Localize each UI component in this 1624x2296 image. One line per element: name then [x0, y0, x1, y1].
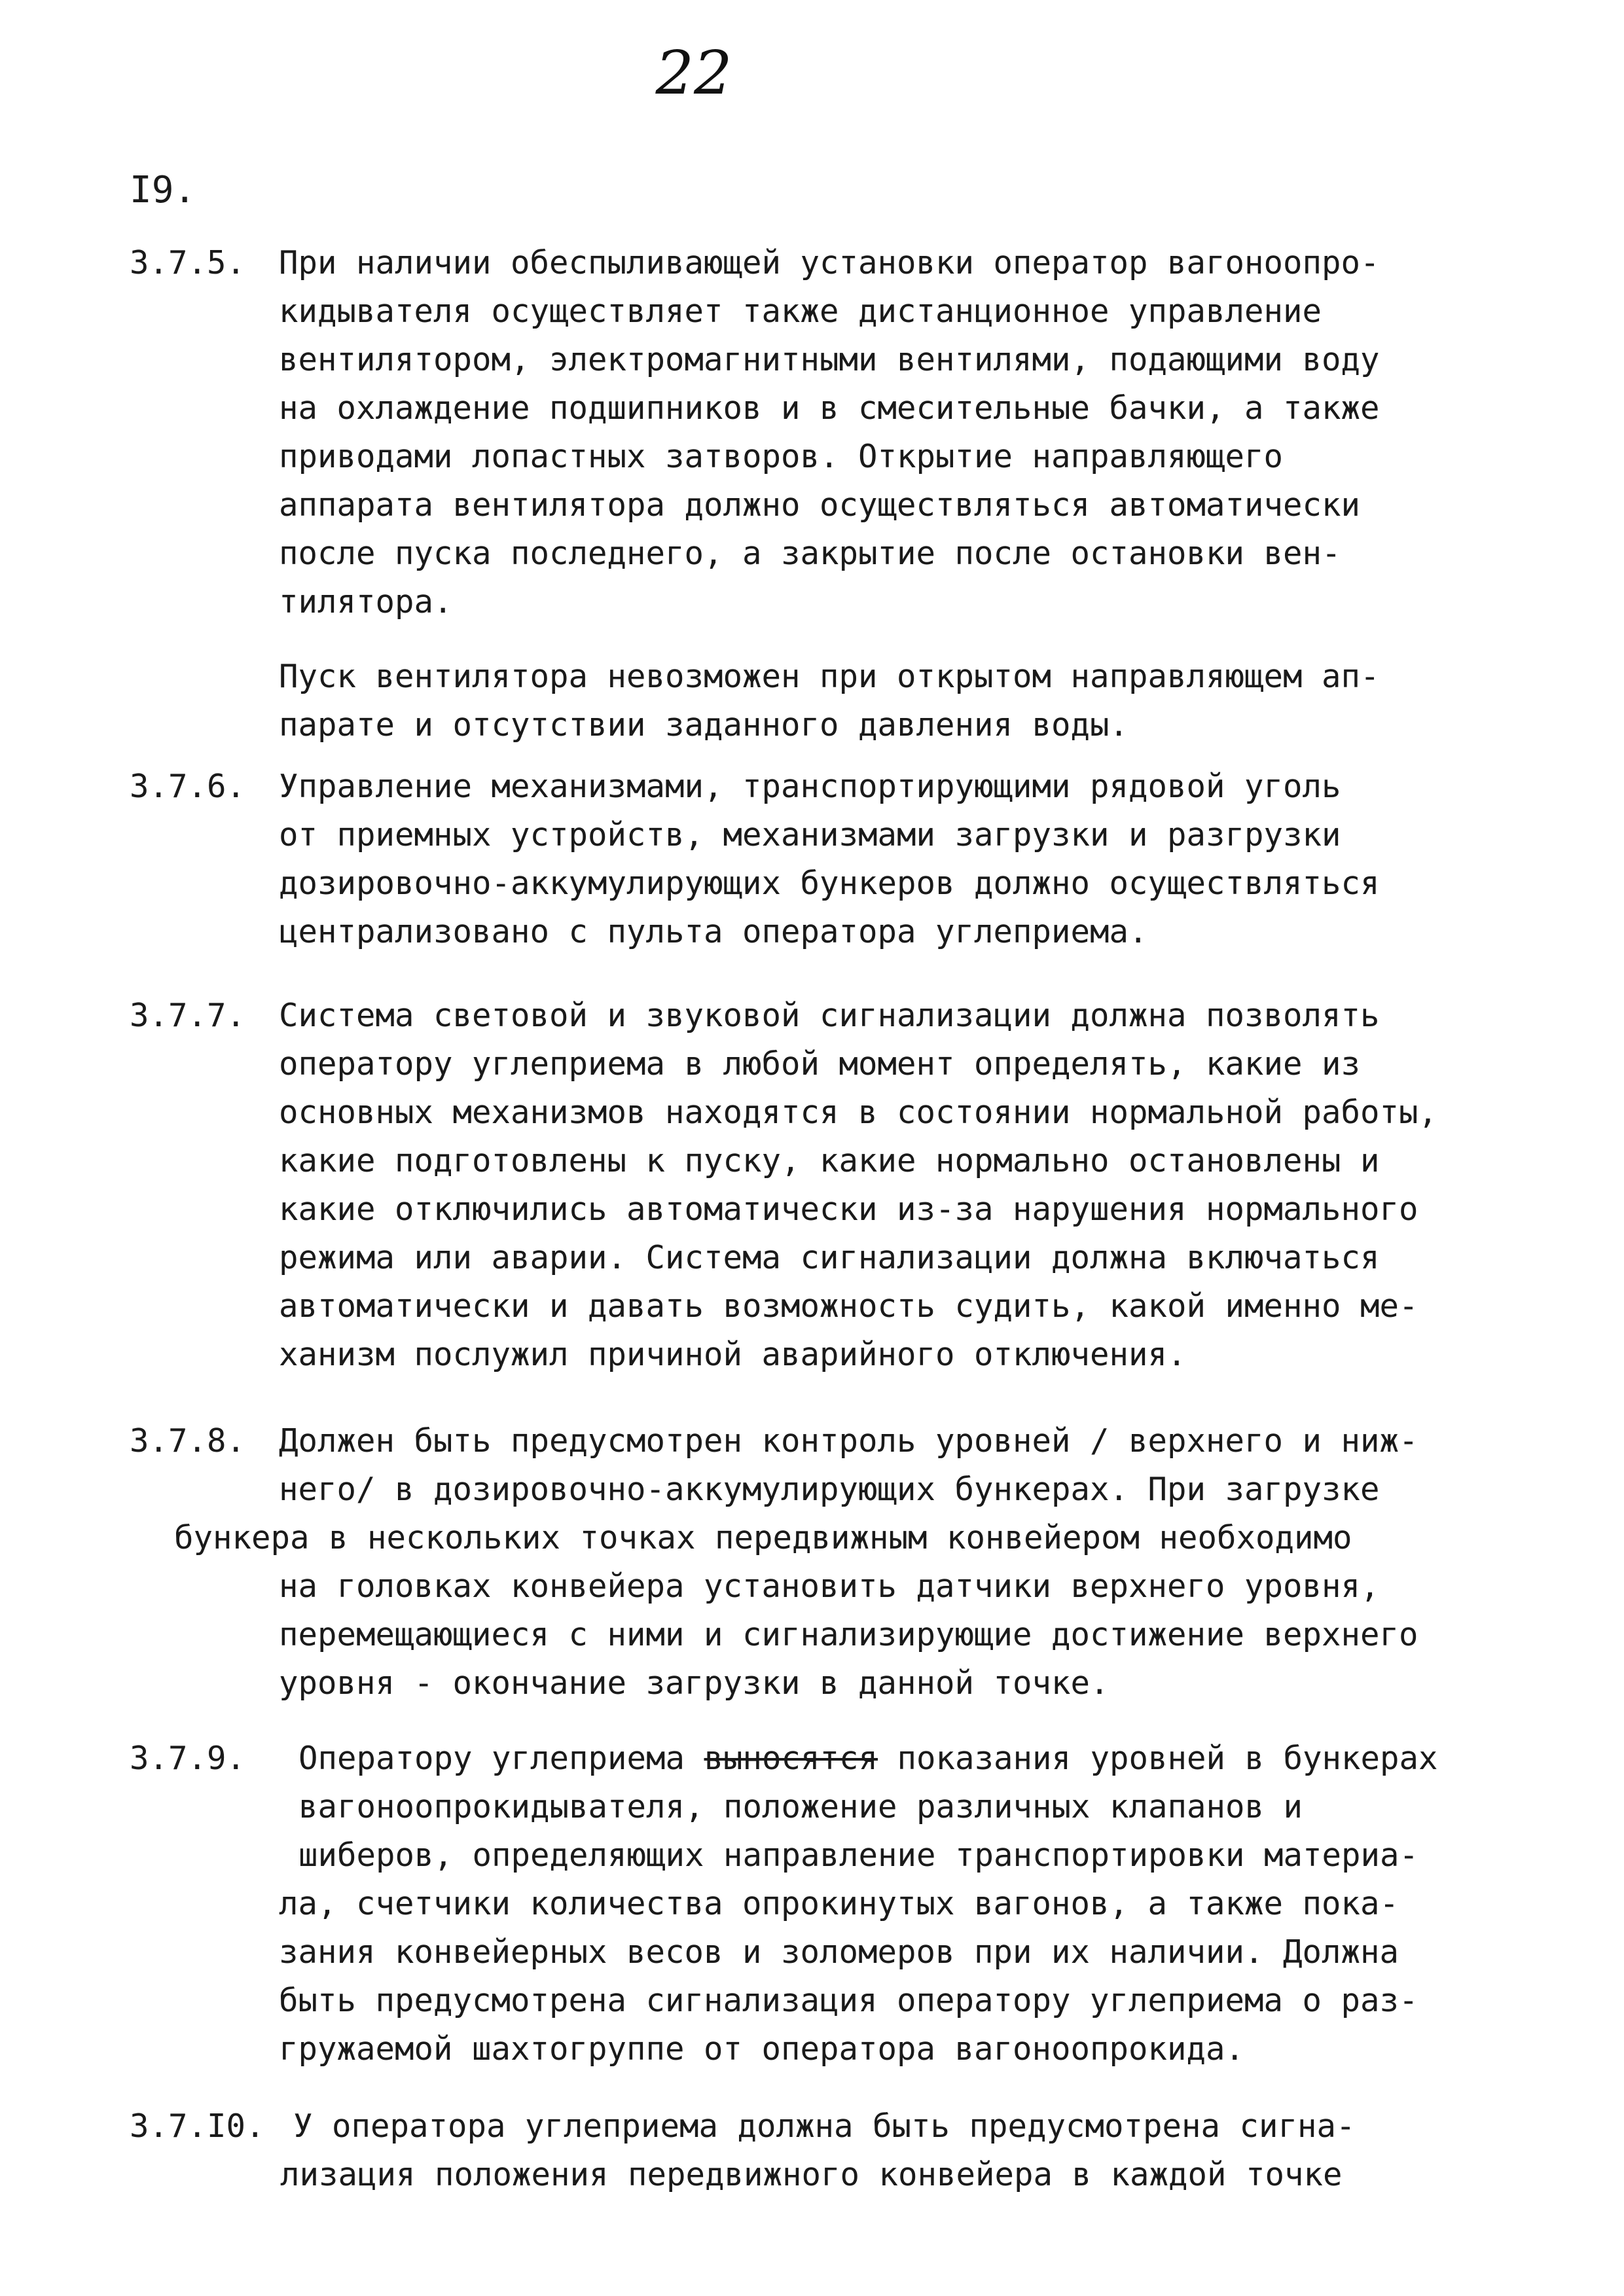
paragraph [279, 653, 1595, 749]
text-line: тилятора. [279, 583, 453, 620]
text-line: основных механизмов находятся в состоянии нормальной работы, [279, 1094, 1438, 1131]
section-body [280, 2102, 1609, 2199]
text-line: Управление механизмами, транспортирующими рядовой уголь [279, 768, 1341, 805]
section-body [279, 992, 1595, 1379]
text-line: после пуска последнего, а закрытие после остановки вен- [279, 535, 1341, 572]
text-line: быть предусмотрена сигнализация оператору углеприема о раз- [279, 1982, 1418, 2019]
text-line: уровня - окончание загрузки в данной точке. [279, 1664, 1110, 1702]
text-line: режима или аварии. Система сигнализации должна включаться [279, 1239, 1380, 1276]
section-number: 3.7.6. [130, 768, 246, 805]
text-line: При наличии обеспыливающей установки оператор вагоноопро- [279, 244, 1380, 281]
paragraph [279, 239, 1595, 626]
page-number: 22 [655, 38, 732, 108]
text-line: автоматически и давать возможность судить, какой именно ме- [279, 1287, 1418, 1325]
text-span: Оператору углеприема [298, 1740, 704, 1777]
section-number: 3.7.8. [130, 1422, 246, 1460]
text-line: У оператора углеприема должна быть предусмотрена сигна- [293, 2108, 1356, 2145]
section-number: 3.7.5. [130, 244, 246, 281]
text-line: гружаемой шахтогруппе от оператора вагоноопрокида. [279, 2030, 1245, 2068]
text-line: централизовано с пульта оператора углеприема. [279, 913, 1148, 950]
text-line: вентилятором, электромагнитными вентилями, подающими воду [279, 341, 1380, 378]
text-line: вагоноопрокидывателя, положение различных клапанов и [298, 1788, 1303, 1825]
text-line: него/ в дозировочно-аккумулирующих бункерах. При загрузке [279, 1471, 1380, 1508]
text-line: Пуск вентилятора невозможен при открытом направляющем ап- [279, 658, 1380, 695]
text-line: какие подготовлены к пуску, какие нормально остановлены и [279, 1142, 1380, 1179]
text-line: аппарата вентилятора должно осуществляться автоматически [279, 486, 1361, 524]
text-line: дозировочно-аккумулирующих бункеров должно осуществляться [279, 865, 1380, 902]
text-line: оператору углеприема в любой момент определять, какие из [279, 1045, 1361, 1083]
text-line: зания конвейерных весов и золомеров при их наличии. Должна [279, 1933, 1399, 1971]
text-line: лизация положения передвижного конвейера в каждой точке [280, 2156, 1343, 2193]
text-line: на головках конвейера установить датчики верхнего уровня, [279, 1568, 1380, 1605]
text-line: от приемных устройств, механизмами загрузки и разгрузки [279, 816, 1341, 853]
list-number: I9. [130, 169, 196, 211]
section-body [279, 1734, 1614, 2073]
text-line: на охлаждение подшипников и в смесительные бачки, а также [279, 389, 1380, 427]
text-line: Должен быть предусмотрен контроль уровней / верхнего и ниж- [279, 1422, 1418, 1460]
section-number: 3.7.7. [130, 997, 246, 1034]
text-span: показания уровней в бункерах [878, 1740, 1438, 1777]
struck-text: выносятся [704, 1740, 878, 1777]
text-line: Система световой и звуковой сигнализации должна позволять [279, 997, 1380, 1034]
text-line: шиберов, определяющих направление транспортировки материа- [298, 1837, 1419, 1874]
section-number: 3.7.I0. [130, 2108, 265, 2145]
text-line: кидывателя осуществляет также дистанционное управление [279, 293, 1322, 330]
section-number: 3.7.9. [130, 1740, 246, 1777]
text-line: парате и отсутствии заданного давления воды. [279, 706, 1129, 744]
text-line: приводами лопастных затворов. Открытие направляющего [279, 438, 1284, 475]
text-line: ханизм послужил причиной аварийного отключения. [279, 1336, 1187, 1373]
section-body [279, 239, 1595, 749]
section-body [279, 762, 1595, 956]
text-line: какие отключились автоматически из-за нарушения нормального [279, 1191, 1418, 1228]
text-line: ла, счетчики количества опрокинутых вагонов, а также пока- [279, 1885, 1399, 1922]
text-line: бункера в нескольких точках передвижным конвейером необходимо [174, 1519, 1352, 1556]
text-line [298, 1734, 1614, 1783]
text-line: перемещающиеся с ними и сигнализирующие достижение верхнего [279, 1616, 1418, 1653]
